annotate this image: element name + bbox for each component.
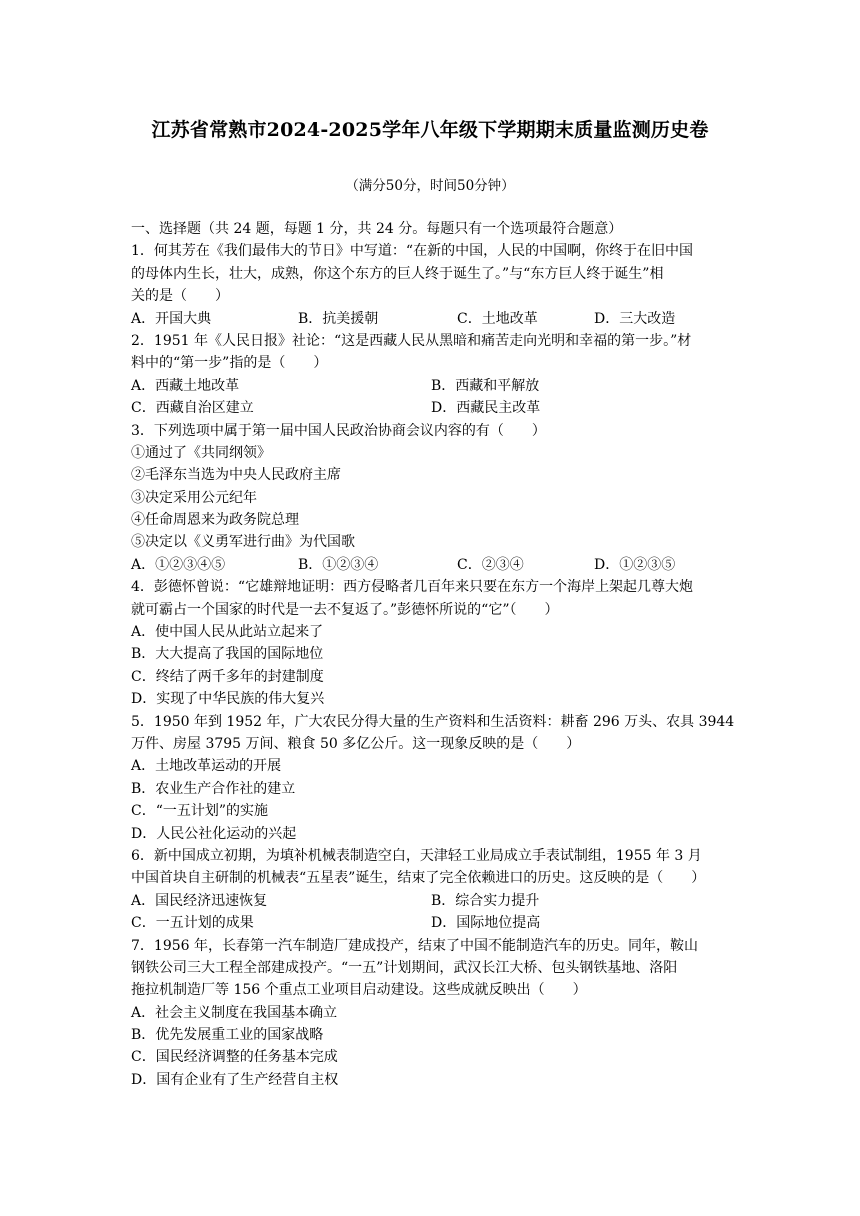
option-d[interactable]: D．三大改造 (594, 310, 676, 327)
options-row (131, 308, 731, 330)
options-row (131, 375, 731, 397)
option-b[interactable]: B．农业生产合作社的建立 (131, 780, 296, 797)
option-d[interactable]: D．国际地位提高 (431, 915, 541, 932)
option-a[interactable]: A．①②③④⑤ (131, 556, 226, 573)
question-text-line: 钢铁公司三大工程全部建成投产。“一五”计划期间，武汉长江大桥、包头钢铁基地、洛阳 (131, 959, 678, 976)
question-list (131, 218, 735, 1091)
option-c[interactable]: C．土地改革 (457, 310, 538, 327)
option-d[interactable]: D．人民公社化运动的兴起 (131, 825, 297, 842)
question-7 (131, 935, 731, 1092)
statement-3: ③决定采用公元纪年 (131, 489, 257, 506)
question-text-line: 4．彭德怀曾说：“它雄辩地证明：西方侵略者几百年来只要在东方一个海岸上架起几尊大炮 (131, 579, 694, 596)
question-4 (131, 576, 731, 710)
question-text-line: 中国首块自主研制的机械表“五星表”诞生，结束了完全依赖进口的历史。这反映的是（ ） (131, 870, 706, 887)
option-b[interactable]: B．西藏和平解放 (431, 377, 540, 394)
options-row (131, 912, 731, 934)
question-text-line: 就可霸占一个国家的时代是一去不复返了。”彭德怀所说的“它”（ ） (131, 601, 559, 618)
question-text-line: 5．1950 年到 1952 年，广大农民分得大量的生产资料和生活资料：耕畜 296 万头、农具 3944 (131, 713, 735, 730)
option-b[interactable]: B．优先发展重工业的国家战略 (131, 1027, 324, 1044)
question-2 (131, 330, 731, 420)
statement-2: ②毛泽东当选为中央人民政府主席 (131, 467, 341, 484)
question-text-line: 2．1951 年《人民日报》社论：“这是西藏人民从黑暗和痛苦走向光明和幸福的第一步。”材 (131, 332, 692, 349)
option-c[interactable]: C．西藏自治区建立 (131, 400, 254, 417)
question-3 (131, 420, 731, 577)
question-6 (131, 845, 731, 935)
option-b[interactable]: B．综合实力提升 (431, 892, 540, 909)
option-a[interactable]: A．社会主义制度在我国基本确立 (131, 1004, 338, 1021)
option-d[interactable]: D．西藏民主改革 (431, 400, 541, 417)
question-text-line: 6．新中国成立初期，为填补机械表制造空白，天津轻工业局成立手表试制组，1955 年 3 月 (131, 847, 702, 864)
option-d[interactable]: D．实现了中华民族的伟大复兴 (131, 691, 325, 708)
question-5 (131, 711, 735, 845)
option-a[interactable]: A．使中国人民从此站立起来了 (131, 624, 324, 641)
section-heading: 一、选择题（共 24 题，每题 1 分，共 24 分。每题只有一个选项最符合题意） (131, 221, 623, 237)
option-c[interactable]: C．国民经济调整的任务基本完成 (131, 1049, 338, 1066)
options-row (131, 554, 731, 576)
options-row (131, 397, 731, 419)
statement-5: ⑤决定以《义勇军进行曲》为代国歌 (131, 534, 355, 551)
question-text-line: 料中的“第一步”指的是（ ） (131, 355, 328, 372)
question-text-line: 拖拉机制造厂等 156 个重点工业项目启动建设。这些成就反映出（ ） (131, 982, 587, 999)
option-a[interactable]: A．西藏土地改革 (131, 377, 240, 394)
statement-4: ④任命周恩来为政务院总理 (131, 512, 299, 529)
option-c[interactable]: C．②③④ (457, 556, 524, 573)
statement-1: ①通过了《共同纲领》 (131, 444, 271, 461)
option-c[interactable]: C．“一五计划”的实施 (131, 803, 269, 820)
options-row (131, 890, 731, 912)
question-text-line: 7．1956 年，长春第一汽车制造厂建成投产，结束了中国不能制造汽车的历史。同年，鞍山 (131, 937, 698, 954)
page-subtitle: （满分50分，时间50分钟） (345, 178, 515, 194)
option-a[interactable]: A．开国大典 (131, 310, 212, 327)
option-d[interactable]: D．①②③⑤ (594, 556, 676, 573)
question-1 (131, 240, 731, 330)
option-c[interactable]: C．终结了两千多年的封建制度 (131, 668, 324, 685)
option-a[interactable]: A．国民经济迅速恢复 (131, 892, 268, 909)
option-b[interactable]: B．抗美援朝 (298, 310, 379, 327)
question-text-line: 万件、房屋 3795 万间、粮食 50 多亿公斤。这一现象反映的是（ ） (131, 735, 581, 752)
question-text-line: 关的是（ ） (131, 288, 229, 305)
question-text-line: 3．下列选项中属于第一届中国人民政治协商会议内容的有（ ） (131, 422, 546, 439)
question-text-line: 1．何其芳在《我们最伟大的节日》中写道：“在新的中国，人民的中国啊，你终于在旧中国 (131, 243, 694, 260)
option-d[interactable]: D．国有企业有了生产经营自主权 (131, 1071, 339, 1088)
question-text-line: 的母体内生长，壮大，成熟，你这个东方的巨人终于诞生了。”与“东方巨人终于诞生”相 (131, 265, 664, 282)
option-b[interactable]: B．①②③④ (298, 556, 379, 573)
page-title: 江苏省常熟市2024-2025学年八年级下学期期末质量监测历史卷 (151, 119, 709, 141)
option-b[interactable]: B．大大提高了我国的国际地位 (131, 646, 324, 663)
option-c[interactable]: C．一五计划的成果 (131, 915, 254, 932)
option-a[interactable]: A．土地改革运动的开展 (131, 758, 282, 775)
